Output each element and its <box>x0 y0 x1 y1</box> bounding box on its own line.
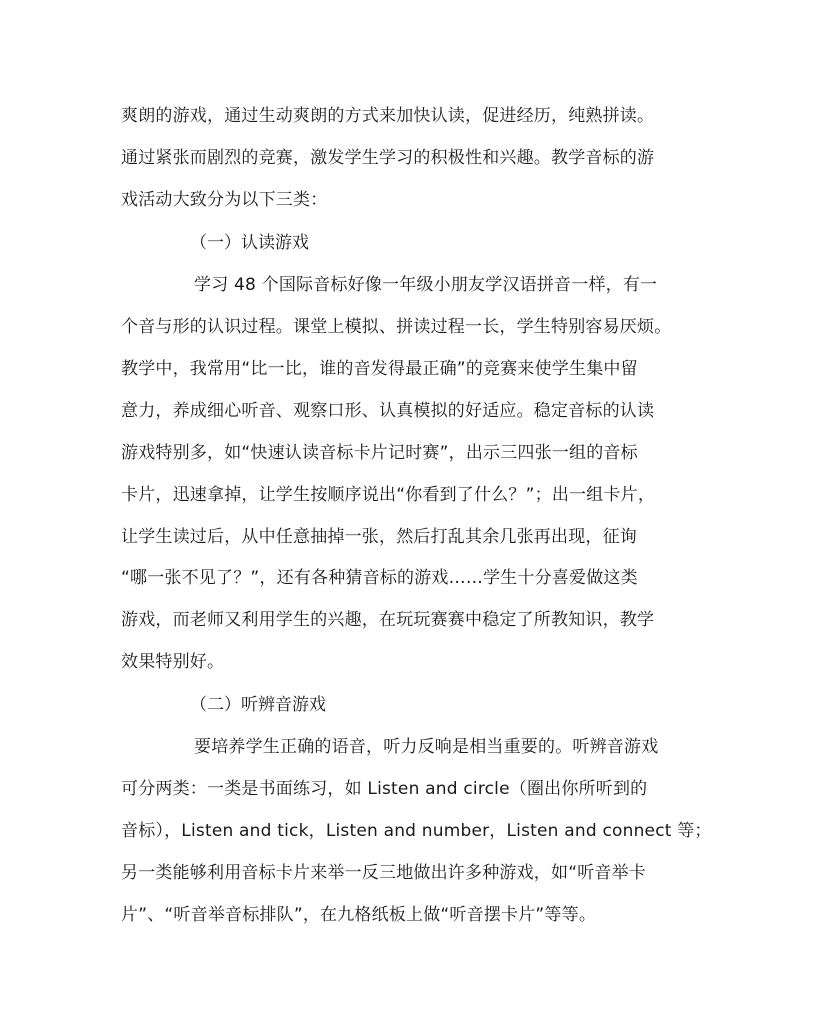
section1-line-2: 个音与形的认识过程。课堂上模拟、拼读过程一长，学生特别容易厌烦。 <box>121 317 672 337</box>
section1-heading: （一）认读游戏 <box>190 233 309 253</box>
section1-line-7: 让学生读过后，从中任意抽掉一张，然后打乱其余几张再出现，征询 <box>121 527 637 547</box>
section1-line-10: 效果特别好。 <box>121 652 225 672</box>
section2-line-5: 片”、“听音举音标排队”，在九格纸板上做“听音摆卡片”等等。 <box>121 905 597 925</box>
section1-line-5: 游戏特别多，如“快速认读音标卡片记时赛”，出示三四张一组的音标 <box>121 443 638 463</box>
section2-line-4: 另一类能够利用音标卡片来举一反三地做出许多种游戏，如“听音举卡 <box>121 863 647 883</box>
section1-line-9: 游戏，而老师又利用学生的兴趣，在玩玩赛赛中稳定了所教知识，教学 <box>121 610 655 630</box>
section2-line-2: 可分两类：一类是书面练习，如 Listen and circle（圈出你所听到的 <box>121 779 648 799</box>
section2-heading: （二）听辨音游戏 <box>190 695 326 715</box>
section1-line-1: 学习 48 个国际音标好像一年级小朋友学汉语拼音一样，有一 <box>194 275 658 295</box>
intro-line-3: 戏活动大致分为以下三类： <box>121 190 328 210</box>
section1-line-3: 教学中，我常用“比一比，谁的音发得最正确”的竞赛来使学生集中留 <box>121 359 638 379</box>
section1-line-6: 卡片，迅速拿掉，让学生按顺序说出“你看到了什么？”；出一组卡片， <box>121 485 656 505</box>
section2-line-1: 要培养学生正确的语音，听力反响是相当重要的。听辨音游戏 <box>194 737 659 757</box>
intro-line-1: 爽朗的游戏，通过生动爽朗的方式来加快认读，促进经历，纯熟拼读。 <box>121 106 655 126</box>
intro-line-2: 通过紧张而剧烈的竞赛，激发学生学习的积极性和兴趣。教学音标的游 <box>121 148 655 168</box>
section1-line-4: 意力，养成细心听音、观察口形、认真模拟的好适应。稳定音标的认读 <box>121 401 655 421</box>
section2-line-3: 音标），Listen and tick，Listen and number，Listen and connect 等； <box>121 821 712 841</box>
section1-line-8: “哪一张不见了？”，还有各种猜音标的游戏……学生十分喜爱做这类 <box>121 568 638 588</box>
